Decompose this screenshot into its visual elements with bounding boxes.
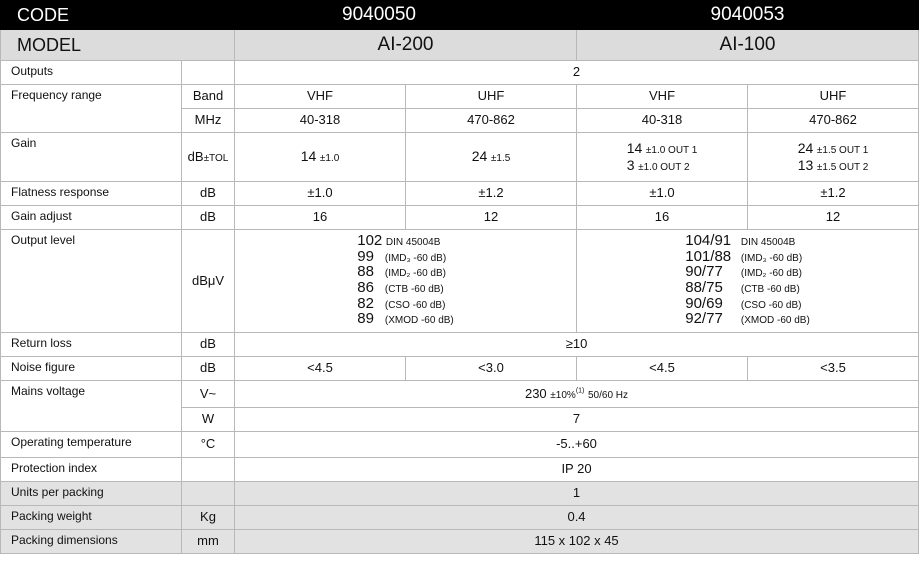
- gain-row: [1, 133, 919, 182]
- output-level-ai200: [235, 230, 577, 333]
- code-row: [1, 1, 919, 30]
- flatness-ai200-uhf: ±1.2: [406, 182, 577, 206]
- gain-ai200-vhf: 14 ±1.0: [235, 133, 406, 182]
- output-level-value: 99: [357, 247, 374, 265]
- output-level-note: (CSO -60 dB): [740, 299, 802, 311]
- outputs-value: 2: [235, 61, 919, 85]
- gain-label: Gain: [1, 133, 182, 182]
- output-level-value: 86: [357, 279, 374, 296]
- gain-ai100-vhf: 14 ±1.0 OUT 1 3 ±1.0 OUT 2: [577, 133, 748, 182]
- packing-weight-value: 0.4: [235, 506, 919, 530]
- flatness-ai100-vhf: ±1.0: [577, 182, 748, 206]
- gain-ai200-uhf: 24 ±1.5: [406, 133, 577, 182]
- output-level-note: (IMD₃ -60 dB): [740, 252, 803, 264]
- operating-temp-label: Operating temperature: [1, 432, 182, 458]
- output-level-value: 104/91: [685, 232, 732, 250]
- packing-dimensions-row: [1, 530, 919, 554]
- gain-adjust-ai100-vhf: 16: [577, 206, 748, 230]
- output-level-value: 89: [357, 310, 374, 328]
- output-level-note: (IMD₃ -60 dB): [384, 252, 447, 264]
- gain-ai100-uhf: 24 ±1.5 OUT 1 13 ±1.5 OUT 2: [748, 133, 919, 182]
- band-ai100-uhf: UHF: [748, 85, 919, 109]
- range-ai200-vhf: 40-318: [235, 109, 406, 133]
- output-level-value: 88/75: [685, 279, 723, 296]
- noise-ai100-vhf: <4.5: [577, 357, 748, 381]
- output-level-ai100: [577, 230, 919, 333]
- protection-unit: [182, 458, 235, 482]
- range-ai100-vhf: 40-318: [577, 109, 748, 133]
- output-level-value: 102: [357, 232, 383, 250]
- output-level-value: 82: [357, 294, 374, 312]
- model-ai100: AI-100: [577, 30, 919, 61]
- protection-value: IP 20: [235, 458, 919, 482]
- model-row: [1, 30, 919, 61]
- range-ai200-uhf: 470-862: [406, 109, 577, 133]
- mains-voltage-unit: V~: [182, 381, 235, 408]
- output-level-ai200-list: [357, 234, 454, 328]
- packing-dimensions-unit: mm: [182, 530, 235, 554]
- output-level-note: (CTB -60 dB): [384, 284, 444, 295]
- return-loss-label: Return loss: [1, 333, 182, 357]
- output-level-value: 90/69: [685, 294, 723, 312]
- protection-label: Protection index: [1, 458, 182, 482]
- code-label: CODE: [1, 1, 182, 30]
- units-per-packing-row: [1, 482, 919, 506]
- band-ai200-uhf: UHF: [406, 85, 577, 109]
- mains-voltage-value: 230 ±10%$^{(1)}$ 50/60 Hz: [235, 381, 919, 408]
- mains-power-unit: W: [182, 408, 235, 432]
- packing-dimensions-label: Packing dimensions: [1, 530, 182, 554]
- flatness-label: Flatness response: [1, 182, 182, 206]
- noise-figure-unit: dB: [182, 357, 235, 381]
- packing-dimensions-value: 115 x 102 x 45: [235, 530, 919, 554]
- output-level-ai100-list: [685, 234, 810, 328]
- return-loss-row: [1, 333, 919, 357]
- output-level-note: (CTB -60 dB): [740, 284, 800, 295]
- gain-adjust-ai200-uhf: 12: [406, 206, 577, 230]
- units-per-packing-unit: [182, 482, 235, 506]
- frequency-band-unit: Band: [182, 85, 235, 109]
- output-level-value: 90/77: [685, 263, 723, 281]
- packing-weight-unit: Kg: [182, 506, 235, 530]
- flatness-ai200-vhf: ±1.0: [235, 182, 406, 206]
- outputs-row: [1, 61, 919, 85]
- band-ai200-vhf: VHF: [235, 85, 406, 109]
- gain-adjust-row: [1, 206, 919, 230]
- output-level-label: Output level: [1, 230, 182, 333]
- noise-ai100-uhf: <3.5: [748, 357, 919, 381]
- output-level-value: 88: [357, 263, 374, 281]
- outputs-label: Outputs: [1, 61, 182, 85]
- noise-ai200-vhf: <4.5: [235, 357, 406, 381]
- flatness-row: [1, 182, 919, 206]
- frequency-label: Frequency range: [1, 85, 182, 133]
- output-level-line: [357, 312, 454, 328]
- output-level-note: DIN 45004B: [740, 237, 796, 249]
- frequency-mhz-unit: MHz: [182, 109, 235, 133]
- packing-weight-label: Packing weight: [1, 506, 182, 530]
- mains-power-value: 7: [235, 408, 919, 432]
- range-ai100-uhf: 470-862: [748, 109, 919, 133]
- units-per-packing-value: 1: [235, 482, 919, 506]
- protection-row: [1, 458, 919, 482]
- output-level-note: (IMD₂ -60 dB): [384, 268, 446, 280]
- output-level-note: DIN 45004B: [385, 237, 441, 249]
- code-ai100: 9040053: [577, 1, 919, 30]
- gain-adjust-ai100-uhf: 12: [748, 206, 919, 230]
- flatness-unit: dB: [182, 182, 235, 206]
- model-ai200: AI-200: [235, 30, 577, 61]
- packing-weight-row: [1, 506, 919, 530]
- operating-temp-row: [1, 432, 919, 458]
- flatness-ai100-uhf: ±1.2: [748, 182, 919, 206]
- noise-ai200-uhf: <3.0: [406, 357, 577, 381]
- noise-figure-label: Noise figure: [1, 357, 182, 381]
- operating-temp-value: -5..+60: [235, 432, 919, 458]
- code-ai200: 9040050: [182, 1, 577, 30]
- band-ai100-vhf: VHF: [577, 85, 748, 109]
- mains-voltage-label: Mains voltage: [1, 381, 182, 432]
- output-level-value: 92/77: [685, 310, 723, 328]
- output-level-line: [685, 312, 810, 328]
- outputs-unit: [182, 61, 235, 85]
- return-loss-value: ≥10: [235, 333, 919, 357]
- gain-adjust-ai200-vhf: 16: [235, 206, 406, 230]
- output-level-value: 101/88: [685, 247, 732, 265]
- model-label: MODEL: [1, 30, 235, 61]
- noise-figure-row: [1, 357, 919, 381]
- gain-adjust-label: Gain adjust: [1, 206, 182, 230]
- return-loss-unit: dB: [182, 333, 235, 357]
- gain-unit: dB±TOL: [182, 133, 235, 182]
- output-level-row: [1, 230, 919, 333]
- output-level-note: (XMOD -60 dB): [384, 315, 454, 327]
- frequency-band-row: [1, 85, 919, 109]
- output-level-note: (XMOD -60 dB): [740, 315, 810, 327]
- gain-adjust-unit: dB: [182, 206, 235, 230]
- mains-voltage-row: [1, 381, 919, 408]
- operating-temp-unit: °C: [182, 432, 235, 458]
- output-level-note: (CSO -60 dB): [384, 299, 446, 311]
- output-level-note: (IMD₂ -60 dB): [740, 268, 802, 280]
- units-per-packing-label: Units per packing: [1, 482, 182, 506]
- output-level-unit: dBμV: [182, 230, 235, 333]
